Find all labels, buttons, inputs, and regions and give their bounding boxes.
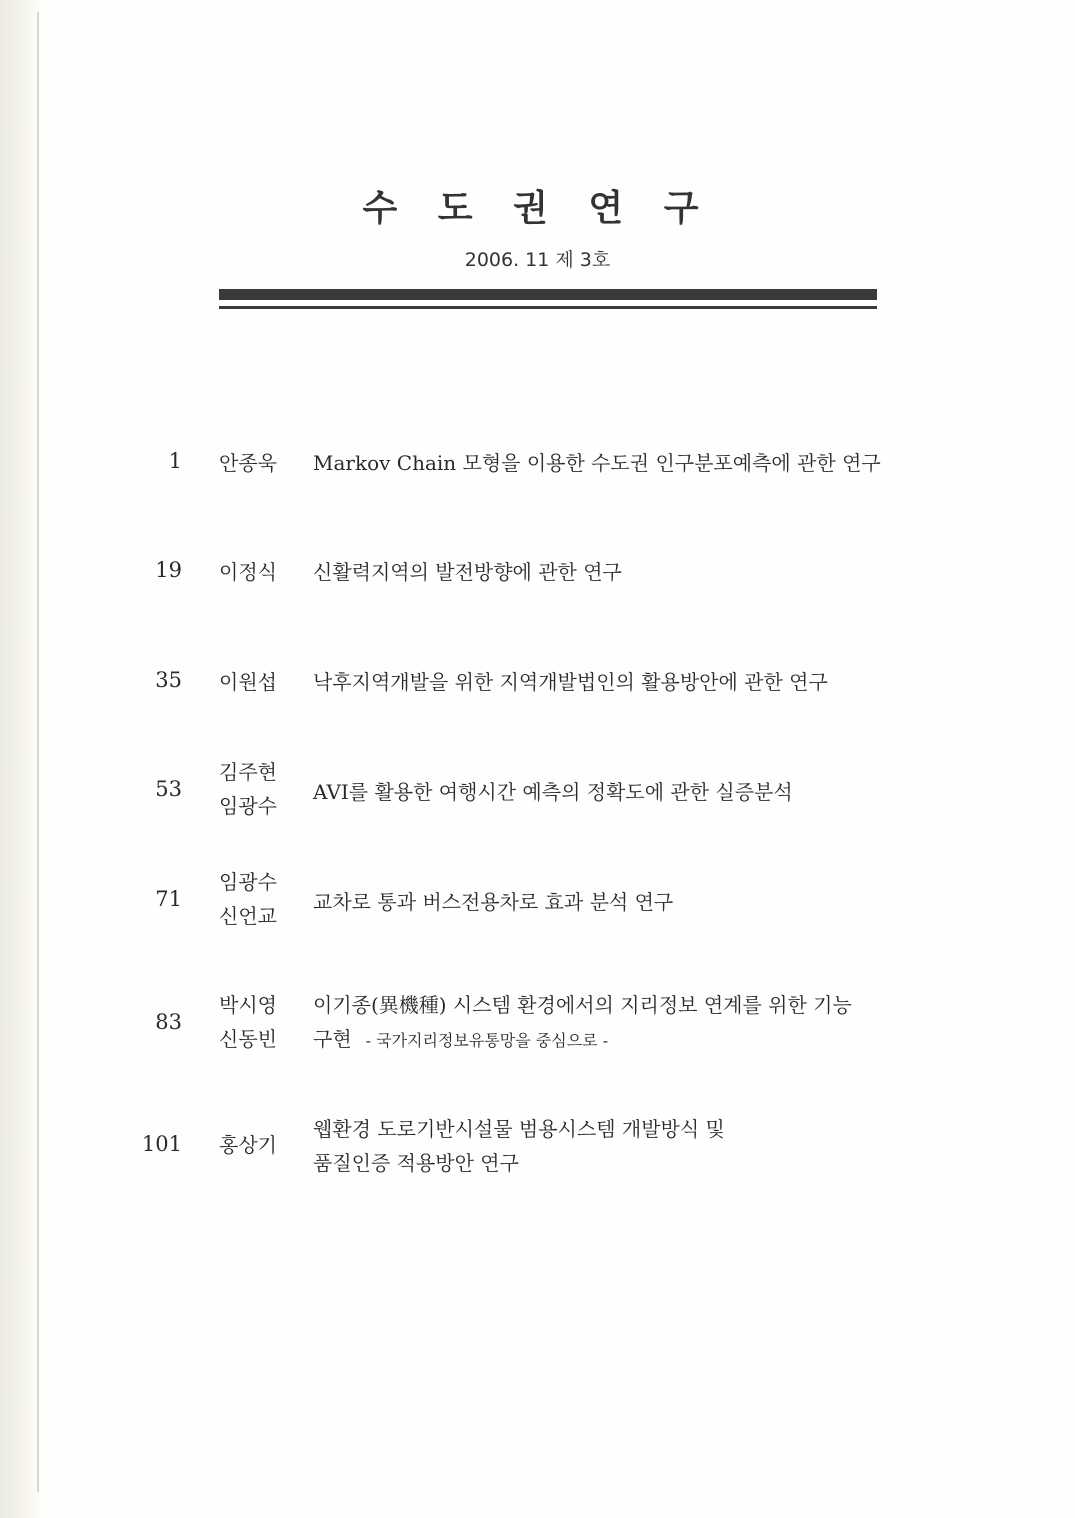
toc-title-line	[313, 1022, 963, 1058]
toc-title	[313, 1112, 963, 1180]
toc-title	[313, 446, 963, 480]
toc-title-line: AVI를 활용한 여행시간 예측의 정확도에 관한 실증분석	[313, 780, 793, 804]
header-rule-thin	[219, 306, 877, 309]
toc-page-number: 35	[155, 668, 182, 692]
toc-page-number: 71	[155, 887, 182, 911]
toc-authors	[219, 865, 301, 933]
toc-title-line: Markov Chain 모형을 이용한 수도권 인구분포예측에 관한 연구	[313, 451, 881, 475]
toc-title	[313, 988, 963, 1058]
toc-authors	[219, 988, 301, 1056]
toc-author: 임광수	[219, 794, 277, 818]
toc-title-line: 낙후지역개발을 위한 지역개발법인의 활용방안에 관한 연구	[313, 670, 828, 694]
toc-title	[313, 555, 963, 589]
toc-title-line: 웹환경 도로기반시설물 범용시스템 개발방식 및	[313, 1117, 725, 1141]
toc-title	[313, 885, 963, 919]
toc-page-number: 83	[155, 1010, 182, 1034]
header-rule-thick	[219, 289, 877, 300]
toc-author: 신언교	[219, 904, 277, 928]
toc-page-number: 53	[155, 777, 182, 801]
toc-title	[313, 775, 963, 809]
toc-page-number: 1	[168, 449, 182, 473]
toc-author: 홍상기	[219, 1133, 277, 1157]
toc-page-number: 101	[141, 1132, 182, 1156]
toc-author: 임광수	[219, 870, 277, 894]
toc-author: 이정식	[219, 560, 277, 584]
toc-authors	[219, 755, 301, 823]
toc-title-line: 품질인증 적용방안 연구	[313, 1151, 519, 1175]
toc-authors	[219, 665, 301, 699]
toc-title-line: 신활력지역의 발전방향에 관한 연구	[313, 560, 622, 584]
toc-title-line: 교차로 통과 버스전용차로 효과 분석 연구	[313, 890, 674, 914]
toc-authors	[219, 446, 301, 480]
toc-author: 박시영	[219, 993, 277, 1017]
toc-authors	[219, 1128, 301, 1162]
toc-author: 신동빈	[219, 1027, 277, 1051]
toc-page-number: 19	[155, 558, 182, 582]
toc-author: 안종욱	[219, 451, 277, 475]
toc-title-line-text: 구현	[313, 1027, 352, 1051]
scan-binding-line	[37, 12, 39, 1492]
toc-author: 김주현	[219, 760, 277, 784]
issue-number: 2006. 11 제 3호	[464, 249, 611, 271]
journal-title: 수 도 권 연 구	[362, 188, 713, 229]
toc-subtitle: - 국가지리정보유통망을 중심으로 -	[365, 1031, 609, 1050]
toc-title	[313, 665, 963, 699]
toc-title-line: 이기종(異機種) 시스템 환경에서의 지리정보 연계를 위한 기능	[313, 993, 852, 1017]
toc-authors	[219, 555, 301, 589]
toc-author: 이원섭	[219, 670, 277, 694]
